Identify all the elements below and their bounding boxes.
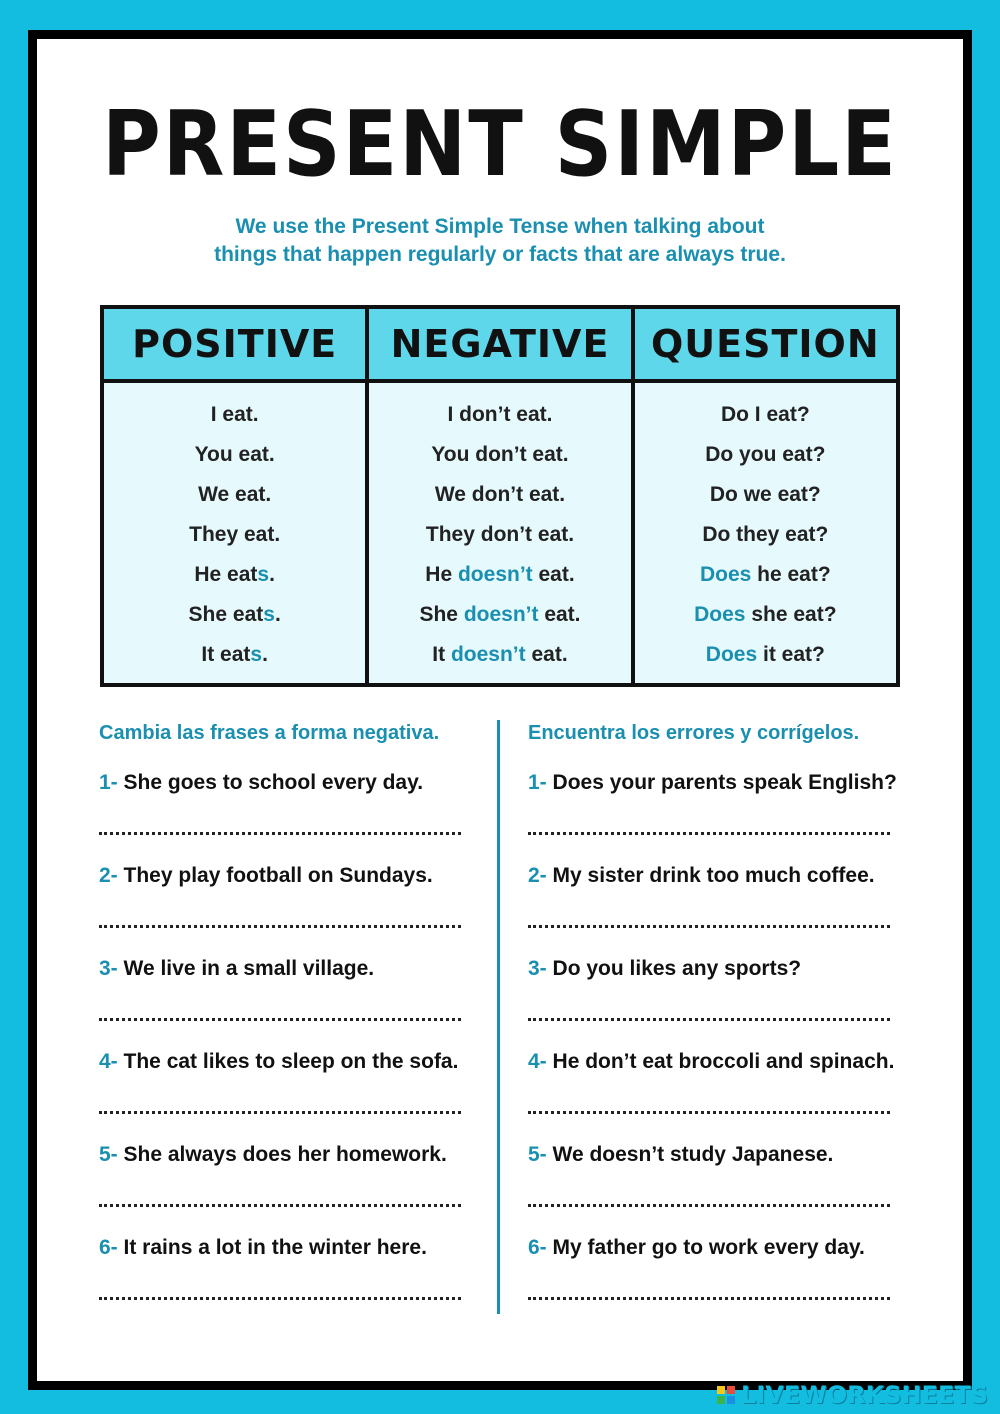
answer-line[interactable]	[528, 925, 890, 928]
item-text: Do you likes any sports?	[546, 957, 802, 980]
exercise-item	[528, 1031, 908, 1124]
highlighted-text: Does	[694, 603, 746, 626]
item-number: 2-	[528, 864, 547, 887]
sentence-text: Do I eat?	[720, 403, 810, 426]
negative-sentence	[370, 479, 629, 519]
sentence-text: .	[269, 563, 275, 586]
exercise-sentence	[99, 1050, 458, 1074]
item-text: He don’t eat broccoli and spinach.	[546, 1050, 895, 1073]
exercise-sentence	[528, 1236, 865, 1260]
item-number: 5-	[528, 1143, 547, 1166]
sentence-text: eat.	[525, 643, 568, 666]
exercise-sentence	[528, 1143, 833, 1167]
sentence-text: It	[432, 643, 451, 666]
question-column	[633, 381, 898, 685]
exercise-item	[99, 845, 479, 938]
sentence-text: I don’t eat.	[447, 403, 553, 426]
positive-sentence	[105, 559, 364, 599]
sentence-text: .	[274, 603, 281, 626]
intro-line-1: We use the Present Simple Tense when talking about	[235, 215, 765, 238]
sentence-text: He eat	[194, 563, 258, 586]
sentence-text: They don’t eat.	[425, 523, 575, 546]
sentence-text: We don’t eat.	[434, 483, 566, 506]
header-negative: NEGATIVE	[367, 307, 632, 381]
exercise-negative-form	[99, 722, 479, 1310]
sentence-text: You don’t eat.	[431, 443, 569, 466]
highlighted-text: doesn’t	[463, 603, 539, 626]
answer-line[interactable]	[528, 832, 890, 835]
liveworksheets-brand	[717, 1380, 988, 1410]
item-text: My father go to work every day.	[546, 1236, 865, 1259]
negative-sentence	[370, 559, 629, 599]
question-sentence	[636, 519, 895, 559]
answer-line[interactable]	[99, 832, 461, 835]
exercise-find-errors	[528, 722, 908, 1310]
negative-sentence	[370, 439, 629, 479]
exercise-sentence	[99, 1236, 427, 1260]
question-sentence	[636, 439, 895, 479]
sentence-text: Do they eat?	[702, 523, 829, 546]
question-sentence	[636, 479, 895, 519]
answer-line[interactable]	[528, 1204, 890, 1207]
sentence-text: eat.	[538, 603, 581, 626]
exercise-item	[528, 1217, 908, 1310]
highlighted-text: Does	[699, 563, 752, 586]
highlighted-text: s	[257, 563, 270, 586]
exercise-sentence	[528, 771, 897, 795]
sentence-text: I eat.	[210, 403, 259, 426]
negative-sentence	[370, 599, 629, 639]
positive-sentence	[105, 599, 364, 639]
page-title: PRESENT SIMPLE	[102, 92, 898, 197]
item-text: Does your parents speak English?	[546, 771, 897, 794]
exercise-sentence	[99, 957, 374, 981]
exercise-item	[528, 938, 908, 1031]
item-text: We doesn’t study Japanese.	[546, 1143, 834, 1166]
question-sentence	[636, 559, 895, 599]
exercise-item	[99, 1217, 479, 1310]
exercise2-instruction: Encuentra los errores y corrígelos.	[528, 722, 860, 744]
brand-text: LIVEWORKSHEETS	[741, 1381, 988, 1409]
sentence-text: They eat.	[189, 523, 281, 546]
item-number: 1-	[528, 771, 547, 794]
exercise-sentence	[99, 1143, 447, 1167]
item-text: It rains a lot in the winter here.	[117, 1236, 427, 1259]
sentence-text: .	[262, 643, 268, 666]
sentence-text: Do you eat?	[705, 443, 826, 466]
exercise1-instruction: Cambia las frases a forma negativa.	[99, 722, 440, 744]
positive-column	[102, 381, 367, 685]
answer-line[interactable]	[528, 1111, 890, 1114]
exercise-sentence	[99, 864, 433, 888]
answer-line[interactable]	[99, 1018, 461, 1021]
item-number: 3-	[99, 957, 118, 980]
item-text: The cat likes to sleep on the sofa.	[117, 1050, 459, 1073]
sentence-text: She	[419, 603, 464, 626]
positive-sentence	[105, 479, 364, 519]
exercise-item	[528, 1124, 908, 1217]
sentence-text: Do we eat?	[709, 483, 821, 506]
negative-sentence	[370, 639, 629, 679]
answer-line[interactable]	[99, 1297, 461, 1300]
answer-line[interactable]	[99, 925, 461, 928]
exercise-sentence	[528, 1050, 894, 1074]
item-number: 6-	[99, 1236, 118, 1259]
item-text: We live in a small village.	[117, 957, 375, 980]
item-text: She always does her homework.	[117, 1143, 447, 1166]
exercise-item	[528, 752, 908, 845]
liveworksheets-logo-icon	[717, 1386, 735, 1404]
sentence-text: he eat?	[751, 563, 831, 586]
item-number: 2-	[99, 864, 118, 887]
answer-line[interactable]	[528, 1297, 890, 1300]
item-number: 3-	[528, 957, 547, 980]
sentence-text: eat.	[532, 563, 575, 586]
header-positive: POSITIVE	[102, 307, 367, 381]
exercise-sentence	[528, 864, 875, 888]
negative-sentence	[370, 399, 629, 439]
sentence-text: she eat?	[745, 603, 837, 626]
question-sentence	[636, 599, 895, 639]
negative-sentence	[370, 519, 629, 559]
positive-sentence	[105, 399, 364, 439]
question-sentence	[636, 399, 895, 439]
item-number: 4-	[528, 1050, 547, 1073]
column-divider	[497, 720, 500, 1314]
positive-sentence	[105, 519, 364, 559]
sentence-text: He	[425, 563, 458, 586]
highlighted-text: s	[250, 643, 263, 666]
exercise-item	[99, 938, 479, 1031]
answer-line[interactable]	[99, 1204, 461, 1207]
highlighted-text: Does	[705, 643, 758, 666]
grammar-table	[100, 305, 900, 687]
question-sentence	[636, 639, 895, 679]
exercise-item	[99, 752, 479, 845]
sentence-text: it eat?	[757, 643, 825, 666]
intro-line-2: things that happen regularly or facts that are always true.	[214, 243, 786, 266]
item-text: My sister drink too much coffee.	[546, 864, 875, 887]
item-number: 5-	[99, 1143, 118, 1166]
highlighted-text: doesn’t	[450, 643, 526, 666]
sentence-text: We eat.	[198, 483, 272, 506]
item-text: They play football on Sundays.	[117, 864, 433, 887]
item-text: She goes to school every day.	[117, 771, 424, 794]
item-number: 6-	[528, 1236, 547, 1259]
positive-sentence	[105, 639, 364, 679]
exercise-sentence	[528, 957, 801, 981]
exercise-item	[99, 1031, 479, 1124]
header-question: QUESTION	[633, 307, 898, 381]
exercise-item	[99, 1124, 479, 1217]
exercise-item	[528, 845, 908, 938]
item-number: 4-	[99, 1050, 118, 1073]
answer-line[interactable]	[99, 1111, 461, 1114]
highlighted-text: s	[263, 603, 275, 626]
sentence-text: You eat.	[194, 443, 275, 466]
negative-column	[367, 381, 632, 685]
sentence-text: She eat	[188, 603, 264, 626]
highlighted-text: doesn’t	[457, 563, 533, 586]
positive-sentence	[105, 439, 364, 479]
item-number: 1-	[99, 771, 118, 794]
answer-line[interactable]	[528, 1018, 890, 1021]
exercise-sentence	[99, 771, 423, 795]
sentence-text: It eat	[201, 643, 251, 666]
